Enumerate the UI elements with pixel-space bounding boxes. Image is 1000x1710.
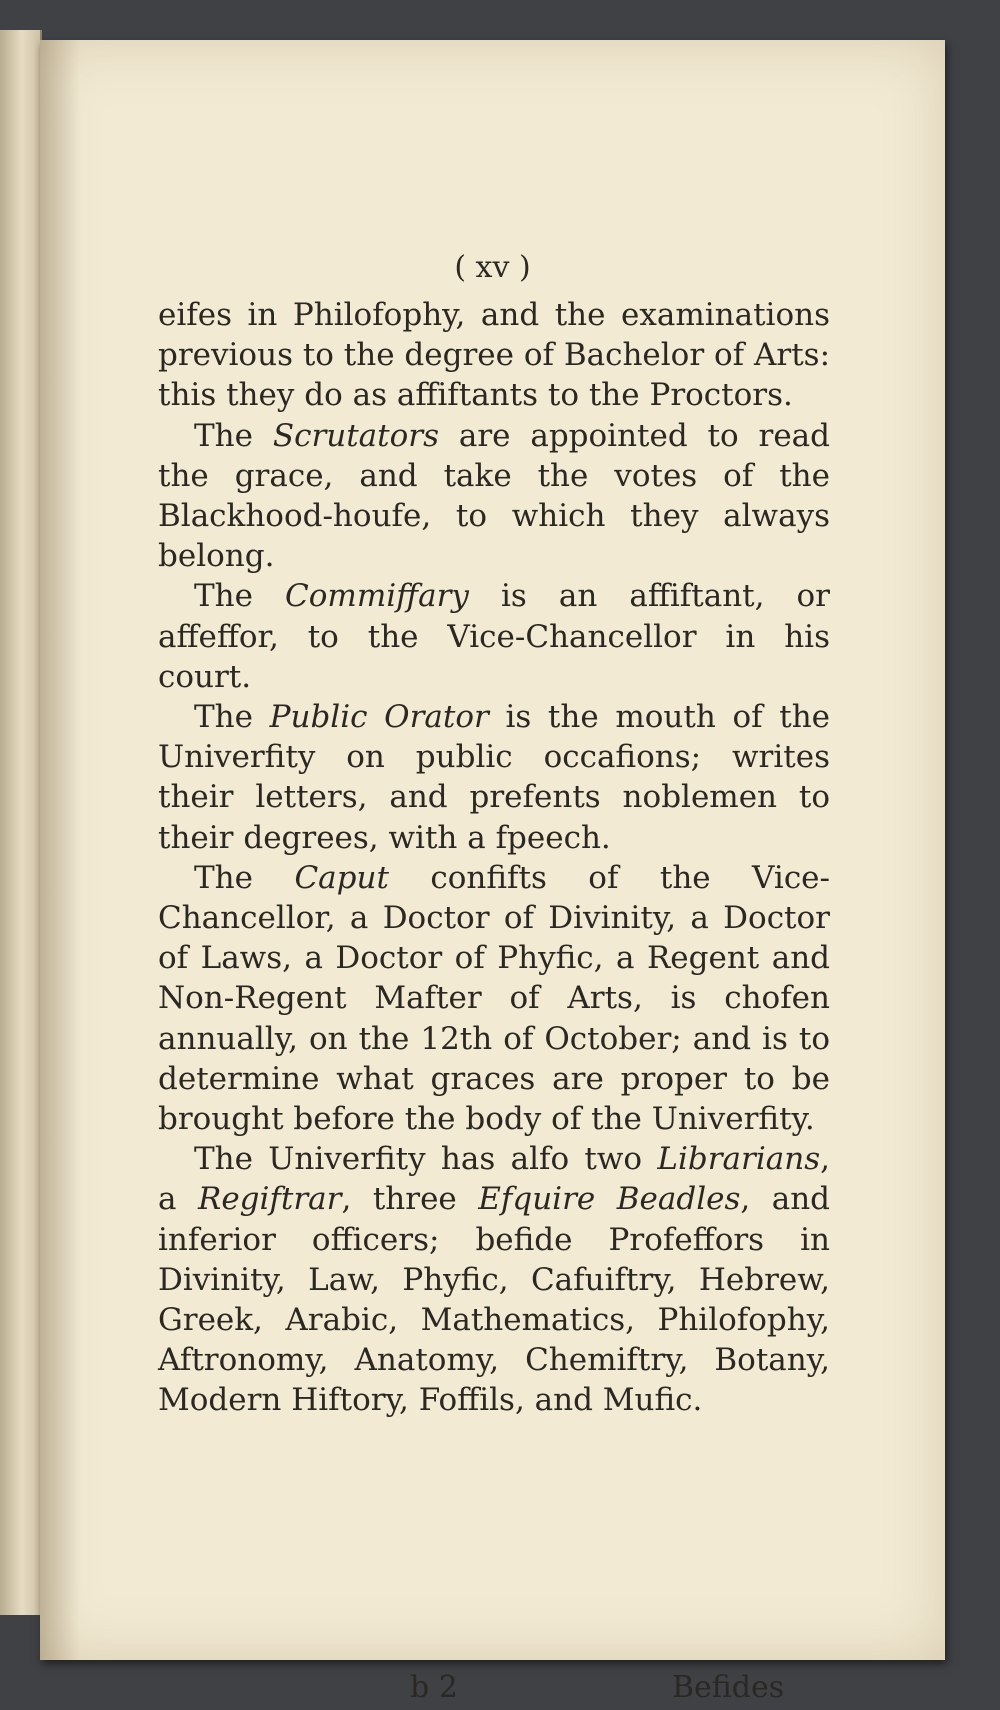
text-run: are appointed to read the grace, and take the votes of the Blackhood-houfe, to which they always belong. (158, 417, 831, 575)
text-run: The Univerfity has alfo two (194, 1141, 658, 1178)
left-page-edge (0, 30, 42, 1615)
text-run: confifts of the Vice-Chancellor, a Doctor of Divinity, a Doctor of Laws, a Doctor of Phyfic, a Regent and Non-Regent Mafter of Arts, is chofen annually, on the 12th of October; and is to determine what graces are proper to be brought before the body of the Univerfity. (158, 859, 830, 1138)
text-run: , three (341, 1181, 479, 1218)
signature-mark: b 2 (410, 1670, 458, 1705)
book-page (40, 40, 945, 1705)
italic-term: Commiffary (285, 578, 469, 615)
text-run: The (194, 859, 295, 896)
page-footer (40, 1670, 945, 1710)
paragraph (158, 295, 830, 416)
page-number-header: ( xv ) (454, 250, 531, 285)
paragraph (158, 697, 830, 858)
italic-term: Efquire Beadles (478, 1181, 741, 1218)
paragraph (158, 1139, 830, 1420)
italic-term: Scrutators (272, 417, 440, 454)
text-run: , a (158, 1141, 830, 1218)
italic-term: Librarians (657, 1141, 821, 1178)
text-run: eifes in Philofophy, and the examinations previous to the degree of Bachelor of Arts: this they do as affiftants to the Proctors. (158, 297, 831, 414)
text-run: , and inferior officers; befide Profeffors in Divinity, Law, Phyfic, Cafuiftry, Hebrew, Greek, Arabic, Mathematics, Philofophy, Aftronomy, Anatomy, Chemiftry, Botany, Modern Hiftory, Foffils, and Mufic. (158, 1181, 831, 1419)
paragraph (158, 576, 830, 697)
paragraph (158, 416, 830, 577)
text-run: The (194, 578, 286, 615)
italic-term: Regiftrar (197, 1181, 342, 1218)
italic-term: Public Orator (269, 699, 489, 736)
text-run: is an affiftant, or affeffor, to the Vice-Chancellor in his court. (158, 578, 831, 695)
italic-term: Caput (294, 859, 389, 896)
catchword: Befides (672, 1670, 785, 1705)
body-text (158, 295, 830, 1421)
text-run: The (194, 417, 273, 454)
paragraph (158, 858, 830, 1139)
text-run: The (194, 699, 270, 736)
text-run: is the mouth of the Univerfity on public occafions; writes their letters, and prefents noblemen to their degrees, with a fpeech. (158, 699, 831, 856)
